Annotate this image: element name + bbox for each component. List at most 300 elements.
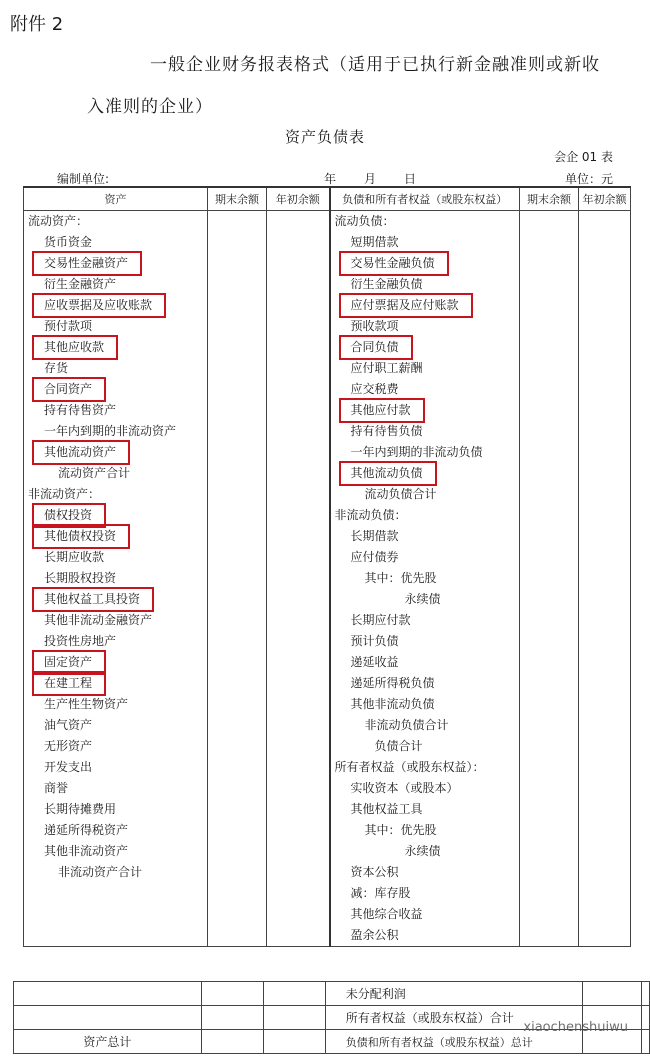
end-balance-cell	[520, 463, 579, 484]
liability-item-label: 长期应付款	[350, 613, 411, 627]
begin-balance-cell	[579, 316, 631, 337]
begin-balance-cell	[579, 400, 631, 421]
end-balance-cell	[208, 610, 267, 631]
liability-item-label: 盈余公积	[350, 928, 399, 942]
liability-item-cell	[330, 589, 520, 610]
end-balance-cell	[208, 484, 267, 505]
end-balance-cell	[208, 400, 267, 421]
table-row	[24, 295, 631, 316]
begin-balance-cell	[579, 862, 631, 883]
date-day-label: 日	[404, 172, 417, 186]
begin-balance-cell	[579, 652, 631, 673]
asset-item-cell	[24, 778, 208, 799]
liability-item-cell	[330, 400, 520, 421]
begin-balance-cell	[579, 757, 631, 778]
unit-label: 单位：元	[564, 172, 613, 186]
liability-item-cell	[330, 547, 520, 568]
begin-balance-cell	[267, 463, 330, 484]
asset-item-label: 投资性房地产	[44, 634, 117, 648]
balance-sheet-table	[23, 186, 631, 947]
begin-balance-cell	[579, 526, 631, 547]
asset-item-label: 应收票据及应收账款	[44, 295, 152, 316]
liability-item-cell	[330, 442, 520, 463]
asset-item-label: 在建工程	[44, 673, 92, 694]
asset-item-cell	[24, 484, 208, 505]
liability-item-label: 实收资本（或股本）	[350, 781, 459, 795]
end-balance-cell	[520, 505, 579, 526]
col-end-balance-right: 期末余额	[520, 187, 579, 211]
table-row	[24, 673, 631, 694]
asset-item-cell	[24, 820, 208, 841]
asset-item-label: 长期股权投资	[44, 571, 117, 585]
begin-balance-cell	[579, 295, 631, 316]
end-balance-cell	[520, 316, 579, 337]
end-balance-cell	[208, 295, 267, 316]
end-balance-cell	[208, 274, 267, 295]
asset-item-label: 长期应收款	[44, 550, 105, 564]
end-balance-cell	[520, 568, 579, 589]
asset-item-cell	[24, 715, 208, 736]
asset-item-cell	[24, 211, 208, 233]
begin-balance-cell	[267, 232, 330, 253]
liability-item-cell	[330, 253, 520, 274]
liability-item-label: 合同负债	[351, 337, 399, 358]
begin-balance-cell	[267, 631, 330, 652]
liability-item-cell	[330, 883, 520, 904]
asset-item-cell	[24, 652, 208, 673]
begin-balance-cell	[267, 211, 330, 233]
assets-total-label: 资产总计	[14, 1030, 202, 1054]
liability-item-cell	[330, 862, 520, 883]
asset-item-label: 流动资产：	[28, 214, 89, 228]
begin-balance-cell	[579, 463, 631, 484]
begin-balance-cell	[579, 274, 631, 295]
end-balance-cell	[520, 484, 579, 505]
liability-item-label: 应付票据及应付账款	[351, 295, 459, 316]
end-balance-cell	[208, 799, 267, 820]
liability-item-cell	[330, 337, 520, 358]
begin-balance-cell	[579, 484, 631, 505]
begin-balance-cell	[267, 421, 330, 442]
liability-item-label: 一年内到期的非流动负债	[350, 445, 483, 459]
liability-item-cell	[330, 463, 520, 484]
liability-item-cell	[330, 295, 520, 316]
begin-balance-cell	[267, 715, 330, 736]
begin-balance-cell	[579, 631, 631, 652]
liability-item-cell	[330, 820, 520, 841]
end-balance-cell	[208, 316, 267, 337]
end-balance-cell	[520, 337, 579, 358]
end-balance-cell	[208, 715, 267, 736]
liability-item-label: 预收款项	[350, 319, 399, 333]
table-row	[24, 610, 631, 631]
begin-balance-cell	[267, 694, 330, 715]
begin-balance-cell	[579, 610, 631, 631]
end-balance-cell	[208, 379, 267, 400]
end-balance-cell	[520, 400, 579, 421]
undistributed-profit-label: 未分配利润	[325, 982, 582, 1006]
end-balance-cell	[520, 631, 579, 652]
end-balance-cell	[520, 421, 579, 442]
begin-balance-cell	[267, 442, 330, 463]
asset-item-cell	[24, 505, 208, 526]
col-liabilities: 负债和所有者权益（或股东权益）	[330, 187, 520, 211]
begin-balance-cell	[579, 799, 631, 820]
begin-balance-cell	[579, 547, 631, 568]
asset-item-cell	[24, 757, 208, 778]
end-balance-cell	[208, 778, 267, 799]
end-balance-cell	[520, 715, 579, 736]
asset-item-label: 商誉	[44, 781, 69, 795]
end-balance-cell	[208, 463, 267, 484]
liability-item-label: 资本公积	[350, 865, 399, 879]
end-balance-cell	[208, 652, 267, 673]
liability-item-label: 其他非流动负债	[350, 697, 435, 711]
asset-item-cell	[24, 694, 208, 715]
begin-balance-cell	[267, 295, 330, 316]
liability-item-label: 长期借款	[350, 529, 399, 543]
begin-balance-cell	[267, 253, 330, 274]
begin-balance-cell	[579, 505, 631, 526]
begin-balance-cell	[579, 694, 631, 715]
end-balance-cell	[208, 673, 267, 694]
begin-balance-cell	[267, 652, 330, 673]
table-row	[24, 841, 631, 862]
end-balance-cell	[520, 673, 579, 694]
table-row	[24, 253, 631, 274]
liability-item-label: 持有待售负债	[350, 424, 423, 438]
table-row	[24, 232, 631, 253]
begin-balance-cell	[579, 925, 631, 947]
end-balance-cell	[208, 442, 267, 463]
end-balance-cell	[208, 820, 267, 841]
liability-item-cell	[330, 274, 520, 295]
end-balance-cell	[520, 526, 579, 547]
table-row	[24, 778, 631, 799]
begin-balance-cell	[579, 673, 631, 694]
begin-balance-cell	[579, 736, 631, 757]
table-row	[24, 568, 631, 589]
liability-item-label: 流动负债合计	[364, 487, 437, 501]
begin-balance-cell	[267, 799, 330, 820]
table-row	[24, 820, 631, 841]
liability-item-cell	[330, 211, 520, 233]
liability-item-label: 其中：优先股	[364, 571, 437, 585]
sheet-title: 资产负债表	[284, 128, 365, 146]
asset-item-cell	[24, 883, 208, 904]
asset-item-cell	[24, 274, 208, 295]
liab-equity-total-label: 负债和所有者权益（或股东权益）总计	[325, 1030, 582, 1054]
liability-item-label: 其他权益工具	[350, 802, 423, 816]
liability-item-label: 流动负债：	[334, 214, 395, 228]
table-row	[24, 337, 631, 358]
liability-item-cell	[330, 379, 520, 400]
asset-item-cell	[24, 295, 208, 316]
begin-balance-cell	[579, 442, 631, 463]
end-balance-cell	[208, 589, 267, 610]
asset-item-label: 非流动资产合计	[58, 865, 143, 879]
end-balance-cell	[208, 253, 267, 274]
table-row	[24, 715, 631, 736]
liability-item-label: 负债合计	[374, 739, 423, 753]
liability-item-cell	[330, 631, 520, 652]
begin-balance-cell	[267, 736, 330, 757]
asset-item-cell	[24, 589, 208, 610]
liability-item-cell	[330, 841, 520, 862]
end-balance-cell	[208, 232, 267, 253]
table-row	[24, 883, 631, 904]
asset-item-cell	[24, 862, 208, 883]
liability-item-cell	[330, 904, 520, 925]
preparer-label: 编制单位:	[57, 172, 110, 186]
end-balance-cell	[520, 358, 579, 379]
begin-balance-cell	[267, 274, 330, 295]
end-balance-cell	[208, 862, 267, 883]
table-row	[24, 736, 631, 757]
end-balance-cell	[520, 904, 579, 925]
liability-item-cell	[330, 925, 520, 947]
asset-item-cell	[24, 925, 208, 947]
date-month-label: 月	[364, 172, 377, 186]
asset-item-cell	[24, 400, 208, 421]
table-row	[24, 631, 631, 652]
end-balance-cell	[520, 274, 579, 295]
begin-balance-cell	[579, 715, 631, 736]
table-row	[24, 925, 631, 947]
end-balance-cell	[520, 211, 579, 233]
table-row	[24, 316, 631, 337]
table-row	[24, 694, 631, 715]
asset-item-label: 衍生金融资产	[44, 277, 117, 291]
begin-balance-cell	[267, 778, 330, 799]
begin-balance-cell	[267, 547, 330, 568]
asset-item-cell	[24, 799, 208, 820]
begin-balance-cell	[579, 904, 631, 925]
begin-balance-cell	[579, 778, 631, 799]
begin-balance-cell	[267, 883, 330, 904]
end-balance-cell	[520, 799, 579, 820]
table-row	[24, 505, 631, 526]
liability-item-label: 递延收益	[350, 655, 399, 669]
asset-item-label: 其他非流动金融资产	[44, 613, 153, 627]
table-header-row	[24, 187, 631, 211]
end-balance-cell	[520, 442, 579, 463]
asset-item-label: 存货	[44, 361, 69, 375]
asset-item-label: 债权投资	[44, 505, 92, 526]
end-balance-cell	[520, 610, 579, 631]
asset-item-label: 其他流动资产	[44, 442, 116, 463]
liability-item-label: 应交税费	[350, 382, 399, 396]
liability-item-label: 应付职工薪酬	[350, 361, 423, 375]
asset-item-cell	[24, 568, 208, 589]
table-row	[24, 463, 631, 484]
liability-item-cell	[330, 736, 520, 757]
table-row	[24, 442, 631, 463]
table-row	[24, 589, 631, 610]
end-balance-cell	[520, 694, 579, 715]
asset-item-label: 非流动资产：	[28, 487, 101, 501]
col-begin-balance-right: 年初余额	[579, 187, 631, 211]
begin-balance-cell	[579, 211, 631, 233]
begin-balance-cell	[267, 568, 330, 589]
liability-item-label: 预计负债	[350, 634, 399, 648]
liability-item-cell	[330, 610, 520, 631]
begin-balance-cell	[267, 505, 330, 526]
liability-item-cell	[330, 715, 520, 736]
end-balance-cell	[520, 883, 579, 904]
asset-item-cell	[24, 547, 208, 568]
end-balance-cell	[208, 547, 267, 568]
liability-item-label: 减：库存股	[350, 886, 411, 900]
begin-balance-cell	[267, 610, 330, 631]
asset-item-cell	[24, 841, 208, 862]
asset-item-cell	[24, 610, 208, 631]
begin-balance-cell	[579, 841, 631, 862]
liability-item-cell	[330, 526, 520, 547]
begin-balance-cell	[267, 757, 330, 778]
end-balance-cell	[520, 232, 579, 253]
begin-balance-cell	[267, 526, 330, 547]
end-balance-cell	[520, 253, 579, 274]
end-balance-cell	[208, 505, 267, 526]
begin-balance-cell	[267, 400, 330, 421]
document-title-line1: 一般企业财务报表格式（适用于已执行新金融准则或新收	[150, 55, 600, 75]
end-balance-cell	[208, 568, 267, 589]
table-row	[24, 484, 631, 505]
begin-balance-cell	[579, 568, 631, 589]
footer-row	[14, 982, 650, 1006]
asset-item-cell	[24, 316, 208, 337]
table-row	[24, 274, 631, 295]
liability-item-label: 应付债券	[350, 550, 399, 564]
asset-item-label: 流动资产合计	[58, 466, 131, 480]
end-balance-cell	[208, 211, 267, 233]
asset-item-cell	[24, 736, 208, 757]
liability-item-cell	[330, 232, 520, 253]
asset-item-label: 其他非流动资产	[44, 844, 129, 858]
end-balance-cell	[208, 337, 267, 358]
asset-item-label: 递延所得税资产	[44, 823, 129, 837]
asset-item-cell	[24, 358, 208, 379]
asset-item-cell	[24, 673, 208, 694]
table-row	[24, 421, 631, 442]
end-balance-cell	[208, 526, 267, 547]
liability-item-cell	[330, 673, 520, 694]
liability-item-cell	[330, 358, 520, 379]
attachment-label: 附件 2	[10, 14, 64, 35]
table-row	[24, 400, 631, 421]
begin-balance-cell	[579, 337, 631, 358]
asset-item-label: 货币资金	[44, 235, 93, 249]
table-row	[24, 757, 631, 778]
begin-balance-cell	[579, 421, 631, 442]
liability-item-label: 交易性金融负债	[351, 253, 435, 274]
asset-item-label: 其他应收款	[44, 337, 104, 358]
asset-item-label: 预付款项	[44, 319, 93, 333]
begin-balance-cell	[579, 253, 631, 274]
asset-item-cell	[24, 463, 208, 484]
asset-item-label: 固定资产	[44, 652, 92, 673]
asset-item-label: 油气资产	[44, 718, 93, 732]
table-row	[24, 799, 631, 820]
table-row	[24, 652, 631, 673]
table-row	[24, 904, 631, 925]
begin-balance-cell	[267, 316, 330, 337]
date-year-label: 年	[324, 172, 337, 186]
date-field	[296, 170, 416, 187]
asset-item-label: 其他权益工具投资	[44, 589, 140, 610]
end-balance-cell	[520, 547, 579, 568]
end-balance-cell	[520, 379, 579, 400]
liability-item-label: 短期借款	[350, 235, 399, 249]
asset-item-label: 长期待摊费用	[44, 802, 117, 816]
begin-balance-cell	[579, 358, 631, 379]
begin-balance-cell	[267, 358, 330, 379]
asset-item-label: 合同资产	[44, 379, 92, 400]
end-balance-cell	[208, 421, 267, 442]
asset-item-cell	[24, 421, 208, 442]
liability-item-label: 其他综合收益	[350, 907, 423, 921]
liability-item-cell	[330, 484, 520, 505]
end-balance-cell	[520, 862, 579, 883]
footer-totals-table	[13, 981, 650, 1054]
liability-item-cell	[330, 652, 520, 673]
end-balance-cell	[208, 736, 267, 757]
asset-item-cell	[24, 232, 208, 253]
end-balance-cell	[520, 778, 579, 799]
col-end-balance-left: 期末余额	[208, 187, 267, 211]
asset-item-label: 交易性金融资产	[44, 253, 128, 274]
asset-item-label: 无形资产	[44, 739, 93, 753]
asset-item-label: 生产性生物资产	[44, 697, 129, 711]
begin-balance-cell	[267, 379, 330, 400]
equity-total-label: 所有者权益（或股东权益）合计	[325, 1006, 582, 1030]
begin-balance-cell	[579, 589, 631, 610]
asset-item-cell	[24, 253, 208, 274]
asset-item-cell	[24, 631, 208, 652]
liability-item-cell	[330, 316, 520, 337]
asset-item-cell	[24, 442, 208, 463]
table-row	[24, 379, 631, 400]
liability-item-cell	[330, 799, 520, 820]
end-balance-cell	[208, 694, 267, 715]
end-balance-cell	[208, 358, 267, 379]
liability-item-label: 永续债	[404, 844, 441, 858]
liability-item-cell	[330, 421, 520, 442]
asset-item-label: 持有待售资产	[44, 403, 117, 417]
asset-item-cell	[24, 379, 208, 400]
begin-balance-cell	[267, 904, 330, 925]
begin-balance-cell	[267, 820, 330, 841]
begin-balance-cell	[267, 673, 330, 694]
end-balance-cell	[208, 883, 267, 904]
end-balance-cell	[520, 841, 579, 862]
begin-balance-cell	[267, 484, 330, 505]
begin-balance-cell	[267, 841, 330, 862]
end-balance-cell	[208, 925, 267, 947]
table-row	[24, 547, 631, 568]
liability-item-cell	[330, 568, 520, 589]
liability-item-cell	[330, 505, 520, 526]
begin-balance-cell	[579, 232, 631, 253]
asset-item-label: 其他债权投资	[44, 526, 116, 547]
end-balance-cell	[208, 904, 267, 925]
end-balance-cell	[520, 820, 579, 841]
begin-balance-cell	[267, 337, 330, 358]
liability-item-cell	[330, 694, 520, 715]
liability-item-cell	[330, 778, 520, 799]
liability-item-label: 永续债	[404, 592, 441, 606]
